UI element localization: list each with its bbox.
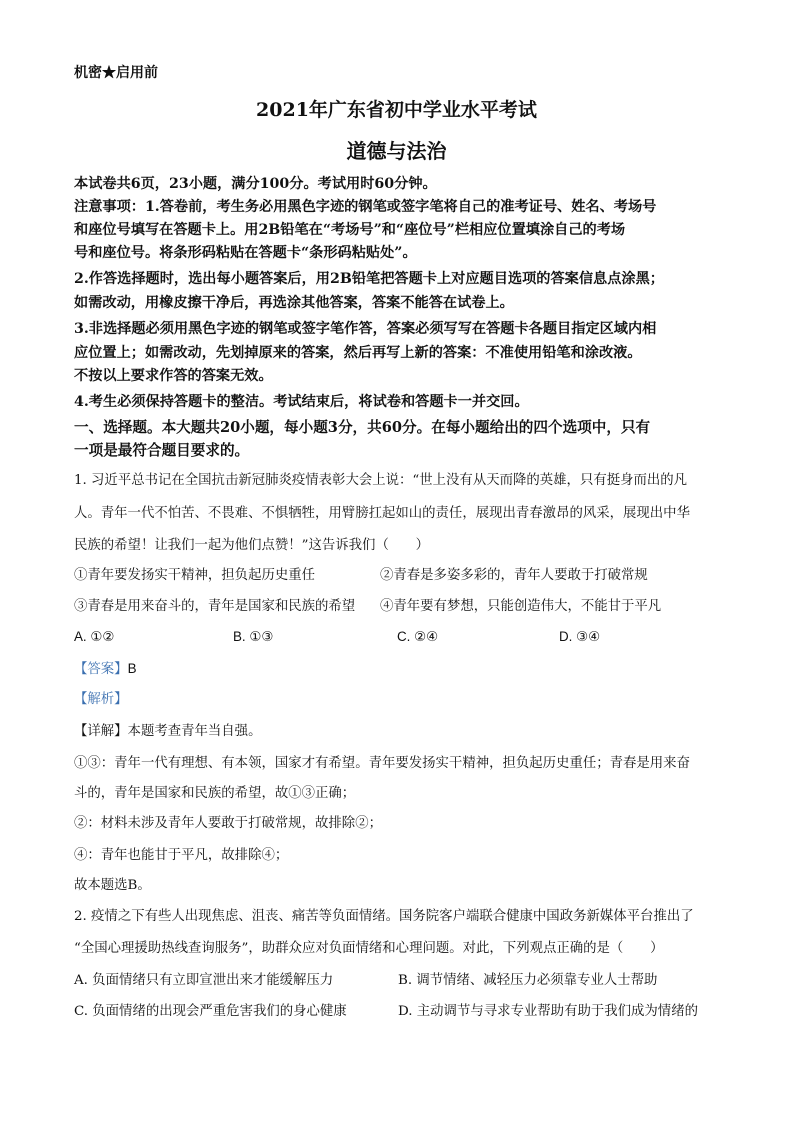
analysis-label: 【解析】 — [74, 692, 128, 707]
statement-item: ①青年要发扬实干精神，担负起历史重任 — [74, 568, 316, 583]
detail-line: 故本题选B。 — [74, 878, 151, 893]
question-stem: 人。青年一代不怕苦、不畏难、不惧牺牲，用臂膀扛起如山的责任，展现出青春激昂的风采，展现出中华 — [74, 506, 690, 521]
statement-item: ③青春是用来奋斗的，青年是国家和民族的希望 — [74, 599, 356, 614]
instruction-line: 不按以上要求作答的答案无效。 — [74, 368, 273, 384]
detail-line: ①③：青年一代有理想、有本领，国家才有希望。青年要发扬实干精神，担负起历史重任；青春是用来奋 — [74, 756, 690, 771]
option-b: B. ①③ — [233, 629, 274, 644]
detail-line: ④：青年也能甘于平凡，故排除④； — [74, 848, 289, 863]
instruction-line: 本试卷共6页，23小题，满分100分。考试用时60分钟。 — [74, 176, 437, 192]
answer-line — [74, 660, 137, 679]
statement-item: ④青年要有梦想，只能创造伟大，不能甘于平凡 — [380, 599, 662, 614]
instruction-line: 注意事项：1.答卷前，考生务必用黑色字迹的钢笔或签字笔将自己的准考证号、姓名、考场号 — [74, 199, 657, 215]
option-d: D. ③④ — [559, 629, 601, 644]
option-d: D. 主动调节与寻求专业帮助有助于我们成为情绪的 — [398, 1004, 698, 1019]
option-a: A. ①② — [74, 629, 115, 644]
subject-title: 道德与法治 — [346, 139, 447, 163]
instruction-line: 号和座位号。将条形码粘贴在答题卡“条形码粘贴处”。 — [74, 245, 417, 261]
option-a: A. 负面情绪只有立即宣泄出来才能缓解压力 — [74, 973, 334, 988]
instruction-line: 如需改动，用橡皮擦干净后，再选涂其他答案，答案不能答在试卷上。 — [74, 295, 514, 311]
question-stem: 民族的希望！让我们一起为他们点赞！”这告诉我们（ ） — [74, 538, 429, 553]
answer-label: 【答案】 — [74, 662, 128, 677]
instruction-line: 2.作答选择题时，选出每小题答案后，用2B铅笔把答题卡上对应题目选项的答案信息点涂黑； — [74, 271, 664, 287]
section-heading: 一项是最符合题目要求的。 — [74, 442, 250, 459]
option-b: B. 调节情绪、减轻压力必须靠专业人士帮助 — [398, 973, 658, 988]
option-c: C. 负面情绪的出现会严重危害我们的身心健康 — [74, 1004, 347, 1019]
statement-item: ②青春是多姿多彩的，青年人要敢于打破常规 — [380, 568, 648, 583]
detail-line: ②：材料未涉及青年人要敢于打破常规，故排除②； — [74, 816, 382, 831]
confidential-mark: 机密★启用前 — [74, 65, 158, 81]
answer-value: B — [127, 661, 137, 676]
instruction-line: 应位置上；如需改动，先划掉原来的答案，然后再写上新的答案：不准使用铅笔和涂改液。 — [74, 345, 642, 361]
question-stem: 2. 疫情之下有些人出现焦虑、沮丧、痛苦等负面情绪。国务院客户端联合健康中国政务新媒体平台推出了 — [74, 909, 694, 924]
question-stem: 1. 习近平总书记在全国抗击新冠肺炎疫情表彰大会上说：“世上没有从天而降的英雄，只有挺身而出的凡 — [74, 473, 688, 488]
exam-title: 2021年广东省初中学业水平考试 — [256, 99, 537, 121]
instruction-line: 和座位号填写在答题卡上。用2B铅笔在“考场号”和“座位号”栏相应位置填涂自己的考场 — [74, 222, 626, 238]
instruction-line: 3.非选择题必须用黑色字迹的钢笔或签字笔作答，答案必须写写在答题卡各题目指定区域内相 — [74, 321, 657, 337]
detail-line: 斗的，青年是国家和民族的希望，故①③正确； — [74, 786, 356, 801]
option-c: C. ②④ — [397, 629, 439, 644]
detail-line: 【详解】本题考查青年当自强。 — [74, 724, 262, 739]
instruction-line: 4.考生必须保持答题卡的整洁。考试结束后，将试卷和答题卡一并交回。 — [74, 394, 529, 410]
question-stem: “全国心理援助热线查询服务”，助群众应对负面情绪和心理问题。对此，下列观点正确的是（ ） — [74, 941, 664, 956]
section-heading: 一、选择题。本大题共20小题，每小题3分，共60分。在每小题给出的四个选项中，只有 — [74, 419, 651, 436]
